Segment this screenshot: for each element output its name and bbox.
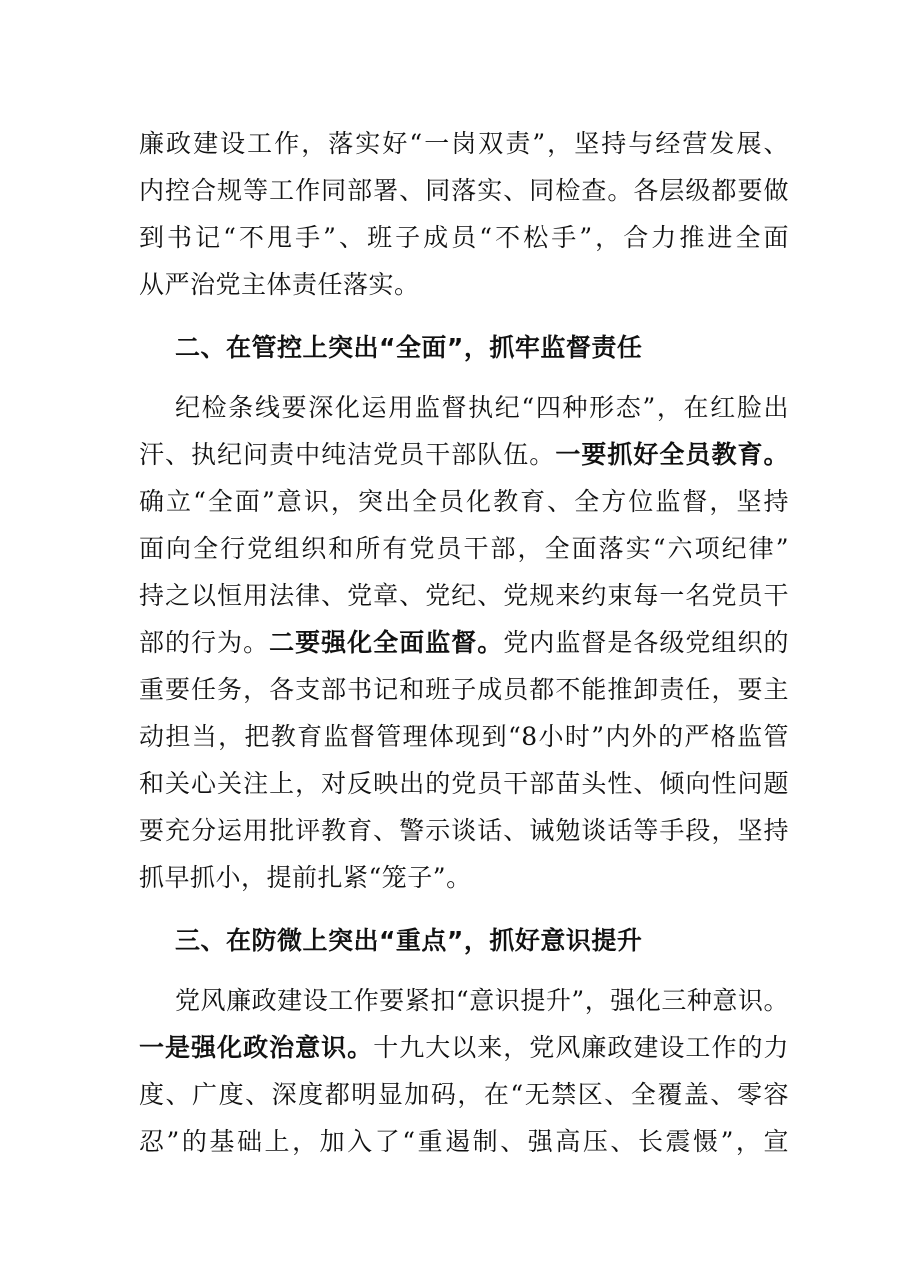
paragraph-line: 到书记“不甩手”、班子成员“不松手”，合力推进全面: [139, 223, 789, 252]
paragraph-line: 重要任务，各支部书记和班子成员都不能推卸责任，要主: [139, 675, 789, 704]
paragraph-line: [139, 1028, 789, 1068]
paragraph-line: 纪检条线要深化运用监督执纪“四种形态”，在红脸出: [175, 393, 789, 422]
paragraph-text: 汗、执纪问责中纯洁党员干部队伍。: [139, 440, 556, 469]
section-heading: 三、在防微上突出“重点”，抓好意识提升: [175, 926, 643, 955]
bold-subheading: 一要抓好全员教育。: [555, 440, 789, 469]
paragraph-line: 要充分运用批评教育、警示谈话、诫勉谈话等手段，坚持: [139, 816, 789, 845]
paragraph-line: 确立“全面”意识，突出全员化教育、全方位监督，坚持: [139, 487, 789, 516]
paragraph-line: 忍”的基础上，加入了“重遏制、强高压、长震慑”，宣: [139, 1127, 789, 1156]
paragraph-line: [139, 435, 789, 475]
paragraph-text: 十九大以来，党风廉政建设工作的力: [373, 1033, 789, 1062]
paragraph-line: 党风廉政建设工作要紧扣“意识提升”，强化三种意识。: [175, 986, 789, 1015]
paragraph-text: 党内监督是各级党组织的: [503, 628, 789, 657]
paragraph-line: 抓早抓小，提前扎紧“笼子”。: [139, 863, 472, 892]
section-heading: 二、在管控上突出“全面”，抓牢监督责任: [175, 333, 643, 362]
paragraph-line: 和关心关注上，对反映出的党员干部苗头性、倾向性问题: [139, 769, 789, 798]
bold-subheading: 一是强化政治意识。: [139, 1033, 374, 1062]
paragraph-line: 持之以恒用法律、党章、党纪、党规来约束每一名党员干: [139, 581, 789, 610]
paragraph-line: [139, 623, 789, 663]
paragraph-text: 部的行为。: [139, 628, 270, 657]
paragraph-line: 度、广度、深度都明显加码，在“无禁区、全覆盖、零容: [139, 1080, 789, 1109]
paragraph-line: 动担当，把教育监督管理体现到“8小时”内外的严格监管: [139, 722, 789, 751]
bold-subheading: 二要强化全面监督。: [269, 628, 504, 657]
paragraph-line: 内控合规等工作同部署、同落实、同检查。各层级都要做: [139, 176, 789, 205]
paragraph-line: 从严治党主体责任落实。: [139, 270, 420, 299]
paragraph-line: 廉政建设工作，落实好“一岗双责”，坚持与经营发展、: [139, 129, 789, 158]
paragraph-line: 面向全行党组织和所有党员干部，全面落实“六项纪律”: [139, 534, 789, 563]
